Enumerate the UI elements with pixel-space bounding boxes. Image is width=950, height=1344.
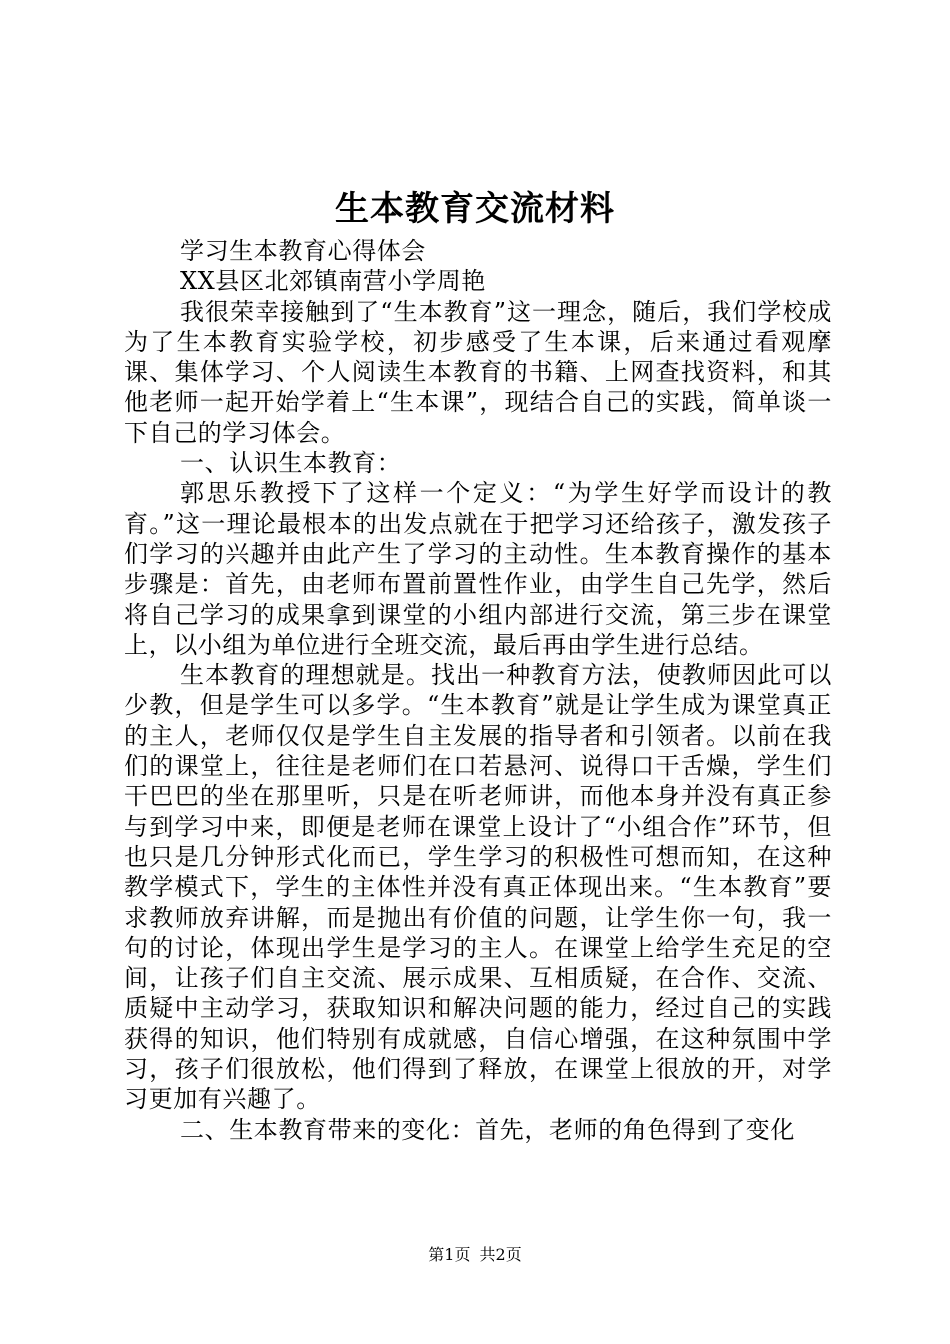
document-body xyxy=(124,236,832,1145)
section-heading-2: 二、生本教育带来的变化：首先，老师的角色得到了变化 xyxy=(180,1115,795,1144)
subtitle: 学习生本教育心得体会 xyxy=(180,237,426,265)
author-line: XX县区北郊镇南营小学周艳 xyxy=(180,267,486,296)
paragraph-definition: 郭思乐教授下了这样一个定义：“为学生好学而设计的教育。”这一理论最根本的出发点就在于把学习还给孩子，激发孩子们学习的兴趣并由此产生了学习的主动性。生本教育操作的基本步骤是：首先，由老师布置前置性作业，由学生自己先学，然后将自己学习的成果拿到课堂的小组内部进行交流，第三步在课堂上，以小组为单位进行全班交流，最后再由学生进行总结。 xyxy=(124,479,832,659)
document-title: 生本教育交流材料 xyxy=(335,189,615,229)
paragraph-ideal: 生本教育的理想就是。找出一种教育方法，使教师因此可以少教，但是学生可以多学。“生本教育”就是让学生成为课堂真正的主人，老师仅仅是学生自主发展的指导者和引领者。以前在我们的课堂上，往往是老师们在口若悬河、说得口干舌燥，学生们干巴巴的坐在那里听，只是在听老师讲，而他本身并没有真正参与到学习中来，即便是老师在课堂上设计了“小组合作”环节，但也只是几分钟形式化而已，学生学习的积极性可想而知，在这种教学模式下，学生的主体性并没有真正体现出来。“生本教育”要求教师放弃讲解，而是抛出有价值的问题，让学生你一句，我一句的讨论，体现出学生是学习的主人。在课堂上给学生充足的空间，让孩子们自主交流、展示成果、互相质疑，在合作、交流、质疑中主动学习，获取知识和解决问题的能力，经过自己的实践获得的知识，他们特别有成就感，自信心增强，在这种氛围中学习，孩子们很放松，他们得到了释放，在课堂上很放的开，对学习更加有兴趣了。 xyxy=(124,661,832,1114)
paragraph-intro: 我很荣幸接触到了“生本教育”这一理念，随后，我们学校成为了生本教育实验学校，初步感受了生本课，后来通过看观摩课、集体学习、个人阅读生本教育的书籍、上网查找资料，和其他老师一起开始学着上“生本课”，现结合自己的实践，简单谈一下自己的学习体会。 xyxy=(124,297,832,447)
section-heading-1: 一、认识生本教育： xyxy=(180,449,402,478)
page-number: 第1页 共2页 xyxy=(428,1245,522,1264)
